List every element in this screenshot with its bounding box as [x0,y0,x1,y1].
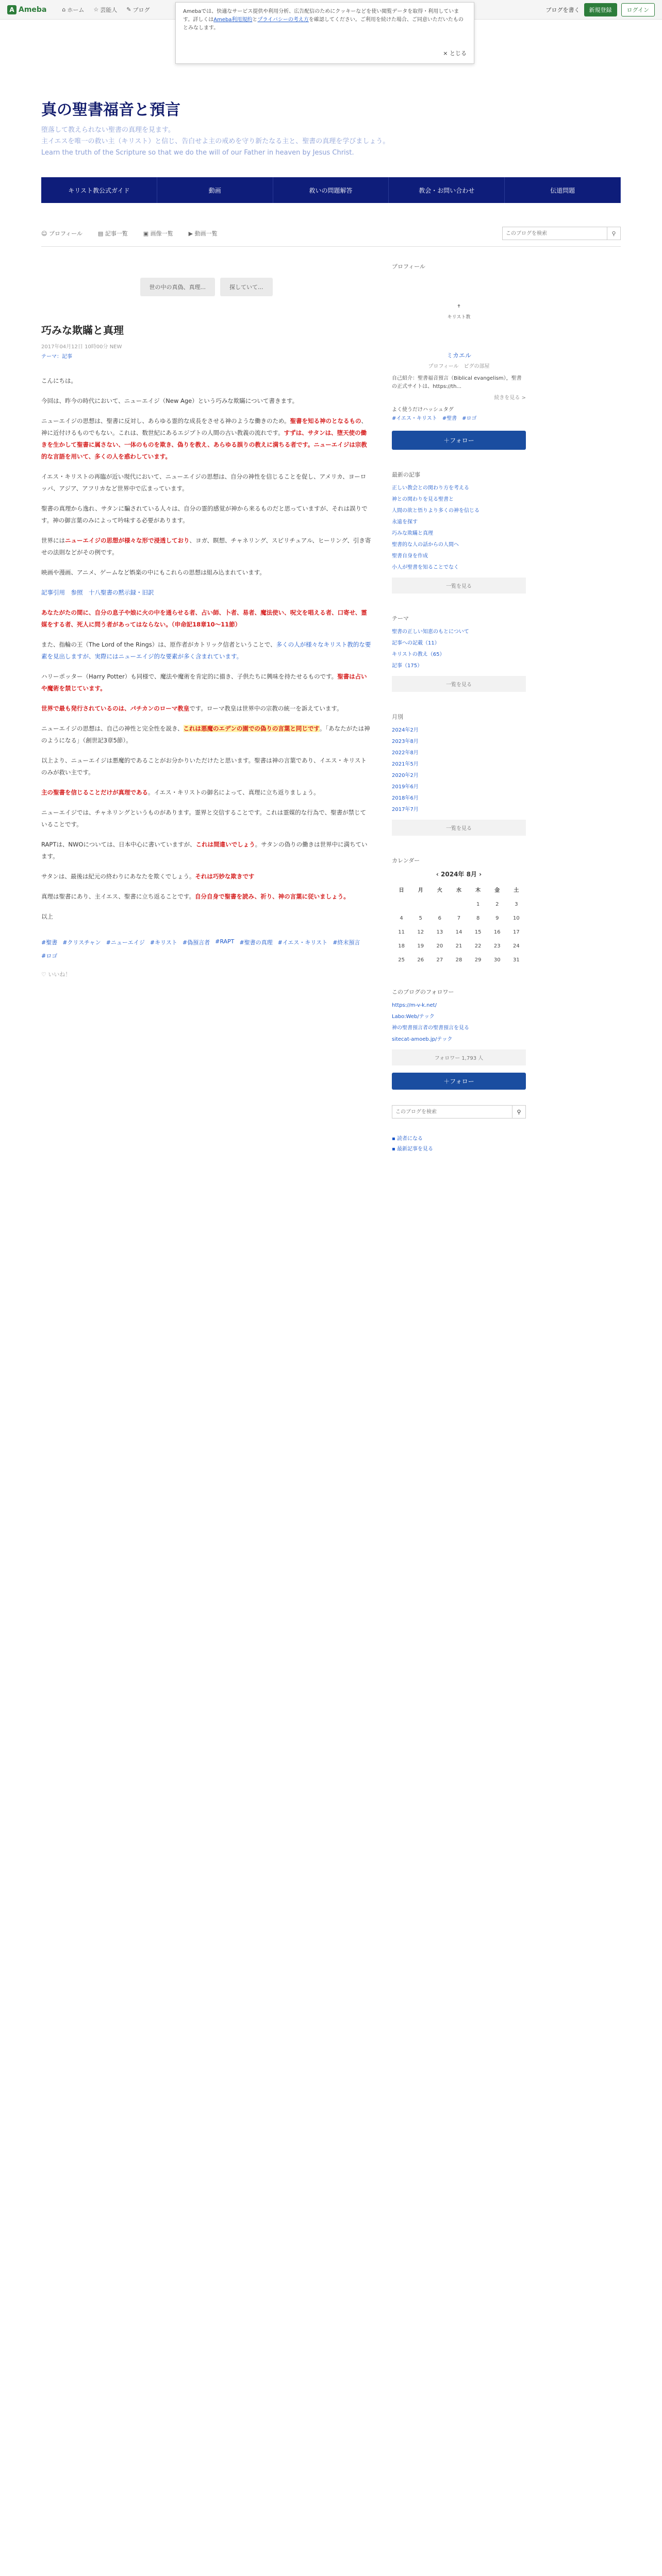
paragraph: イエス・キリストの再臨が近い現代において、ニューエイジの思想は、自分の神性を信じることを促し、アメリカ、ヨーロッパ、アジア、アフリカなど世界中で広まっています。 [41,473,367,493]
rss-links [392,1134,526,1155]
calendar-day: 11 [398,929,405,936]
main-nav-mission[interactable]: 伝道問題 [505,177,621,203]
recent-more-button[interactable]: 一覧を見る [392,578,526,594]
archive-link[interactable]: 2018年6月 [392,795,419,802]
image-icon: ▣ [143,230,151,238]
follower-count[interactable]: フォロワー 1,793 人 [392,1049,526,1065]
article-pager [41,278,371,296]
weekday: 水 [456,888,461,894]
weekday: 金 [494,888,500,894]
calendar-day: 13 [436,929,443,936]
sidebar-search-input[interactable] [392,1105,512,1118]
archive-link[interactable]: 2019年6月 [392,784,419,790]
followers-box [392,988,526,1155]
bookmark-icon: ▪ [392,1136,397,1142]
follower-link[interactable]: sitecat-amoeb.jp/テック [392,1037,453,1043]
calendar-day: 18 [398,943,405,950]
theme-link[interactable]: 記事（175） [392,663,423,669]
calendar-day: 2 [495,902,499,908]
top-nav-celeb[interactable]: ☆ 芸能人 [93,6,118,13]
prev-article-button[interactable]: 世の中の真偽、真理... [140,278,216,296]
archive-link[interactable]: 2020年2月 [392,773,419,779]
recent-article-link[interactable]: 聖書自身を作成 [392,553,428,560]
hashtag[interactable]: #聖書 [41,939,58,946]
login-button[interactable]: ログイン [621,3,655,16]
hashtag[interactable]: #終末預言 [333,939,360,946]
paragraph: 世界で最も発行されているのは、パチカンのローマ教皇です。ローマ教皇は世界中の宗教の統一を訴えています。 [41,705,343,713]
paragraph: 主の聖書を信じることだけが真理である。イエス・キリストの御名によって、真理に立ち返りましょう。 [41,789,320,796]
weekday: 月 [418,888,423,894]
write-blog-link[interactable]: ブログを書く [545,6,580,13]
closing: 以上 [41,913,53,921]
profile-box [392,262,526,450]
blog-search-input[interactable] [502,227,607,240]
paragraph: 真理は聖書にあり、主イエス、聖書に立ち返ることです。自分自身で聖書を読み、祈り、神の言葉に従いましょう。 [41,893,350,901]
calendar-day: 29 [474,957,482,963]
profile-more-link[interactable]: 続きを見る > [494,395,526,401]
heart-icon: ♡ [41,971,48,978]
hashtag[interactable]: #ロゴ [41,953,58,960]
weekday: 土 [514,888,519,894]
calendar-day: 5 [419,916,422,922]
top-nav [62,6,150,14]
archive-link[interactable]: 2017年7月 [392,807,419,813]
main-nav-contact[interactable]: 教会・お問い合わせ [389,177,505,203]
calendar-day: 21 [455,943,462,950]
reader-link[interactable]: ▪ 読者になる [392,1136,423,1142]
blog-description: 堕落して教えられない聖書の真理を見ます。 主イエスを唯一の救い主（キリスト）と信じ、告白せよ主の戒めを守り新たなる主と、聖書の真理を学びましょう。 Learn the truth of the Scripture so that we do the will of our Father in heaven by Jesus Christ. [41,126,390,157]
follower-link[interactable]: 神の聖書預言者の聖書預言を見る [392,1025,469,1031]
cookie-close-button[interactable]: × とじる [443,50,467,57]
signup-button[interactable]: 新規登録 [584,3,617,16]
paragraph: 以上より、ニューエイジは悪魔的であることがお分かりいただけたと思います。聖書は神の言葉であり、イエス・キリストのみが救い主です。 [41,757,367,776]
weekday: 日 [399,888,404,894]
top-nav-blog[interactable]: ✎ ブログ [126,6,150,13]
profile-heading: プロフィール [392,263,425,270]
calendar-day: 24 [513,943,520,950]
paragraph: 映画や漫画、アニメ、ゲームなど娯楽の中にもこれらの思想は組み込まれています。 [41,569,266,577]
calendar-heading: カレンダー [392,857,420,865]
ranking-heading: よく使うだけハッシュタグ [392,407,454,413]
chevron-right-icon[interactable]: › [476,871,482,878]
paragraph: 記事引用 参照 十八聖書の黙示録・旧訳 [41,589,154,597]
calendar-day [411,897,430,911]
greeting: こんにちは。 [41,377,77,385]
top-bar [0,0,662,57]
follow-button[interactable]: ＋フォロー [392,431,526,450]
cookie-notice: Amebaでは、快適なサービス提供や利用分析、広告配信のためにクッキーなどを使い閲覧データを取得・利用しています。詳しくはAmeba利用規約とプライバシーの考え方を確認してください。ご利用を続けた場合、ご同意いただいたものとみなします。 × とじる [175,2,474,64]
hashtag-list [41,938,371,960]
sidebar [392,262,526,1175]
main-nav-salvation[interactable]: 救いの問題解答 [273,177,389,203]
blog-title[interactable]: 真の聖書福音と預言 [41,101,180,119]
calendar-day: 16 [493,929,501,936]
follower-link[interactable]: https://m-v-k.net/ [392,1003,437,1009]
recent-article-link[interactable]: 小人が聖書を知ることでなく [392,565,459,571]
recent-heading: 最新の記事 [392,471,420,479]
calendar-day: 31 [513,957,520,963]
top-nav-home[interactable]: ⌂ ホーム [62,6,85,13]
recent-article-link[interactable]: 永遠を探す [392,519,418,526]
hashtag[interactable]: #RAPT [215,938,235,945]
theme-heading: テーマ [392,615,409,622]
ameba-logo-icon: A [7,5,16,14]
follower-link[interactable]: Labo:Web/テック [392,1014,435,1020]
theme-link[interactable]: キリストの教え（65） [392,652,445,658]
hashtag[interactable]: #ニューエイジ [106,939,145,946]
paragraph: RAPTは、NWOについては、日本中心に書いていますが、これは間違いでしょう。サタンの偽りの働きは世界中に満ちています。 [41,841,368,860]
calendar-day: 1 [476,902,480,908]
recent-articles-box [392,470,526,594]
recent-article-link[interactable]: 聖書的な人の話からの人間へ [392,542,459,548]
calendar-day [392,897,411,911]
calendar-day: 7 [457,916,461,922]
tab-articles[interactable]: ▤ 記事一覧 [97,230,128,238]
weekday: 木 [475,888,481,894]
follow-button-bottom[interactable]: ＋フォロー [392,1073,526,1090]
paragraph: ニューエイジの思想は、聖書に反対し、あらゆる霊的な成長をさせる神のような働きのため。聖書を知る神のとなるもの、神に近付けるものでもない。これは、数世紀にあるエジプトの人間の古い教義の流れです。すずは、サタンは、堕天使の働きを生かして聖書に属さない、一体のものを欺き、偽りを教え、あらゆる誤りの教えに満ちる者です。ニューエイジは宗教的な言語を用いて、多くの人を惑わしています。 [41,417,368,461]
calendar-day: 10 [513,916,520,922]
tab-videos[interactable]: ▶ 動画一覧 [188,230,218,238]
main-nav-video[interactable]: 動画 [157,177,273,203]
calendar-grid [392,882,526,967]
blog-tabs [41,227,621,247]
blog-search [502,227,621,240]
calendar-month: ‹ 2024年 8月 › [436,871,482,878]
calendar-day: 27 [436,957,443,963]
profile-links[interactable]: プロフィール ピグの部屋 [428,364,490,370]
calendar-day [430,897,449,911]
archive-heading: 月別 [392,714,403,721]
profile-name[interactable]: ミカエル [446,352,471,360]
archive-link[interactable]: 2022年8月 [392,750,419,756]
scripture-quote: あなたがたの間に、自分の息子や娘に火の中を通らせる者、占い師、卜者、易者、魔法使い、呪文を唱える者、口寄せ、霊媒をする者、死人に問う者があってはならない。（申命記18章10〜11節） [41,609,367,629]
calendar-day: 22 [474,943,482,950]
rss-icon: ▪ [392,1146,397,1153]
tab-profile[interactable]: ☺ プロフィール [41,230,82,238]
pen-icon: ✎ [126,6,131,13]
sidebar-search [392,1105,526,1118]
calendar-day: 30 [493,957,501,963]
paragraph: ハリーポッター（Harry Potter）も同様で、魔法や魔術を肯定的に描き、子供たちに興味を持たせるものです。聖書は占いや魔術を禁じています。 [41,673,367,692]
latest-link[interactable]: ▪ 最新記事を見る [392,1146,433,1153]
article-theme[interactable]: テーマ：記事 [41,354,72,360]
article-column [41,262,371,1175]
paragraph: 世界にはニューエイジの思想が様々な形で浸透しており、ヨガ、瞑想、チャネリング、スピリチュアル、ヒーリング、引き寄せの法則などがその例です。 [41,537,371,556]
calendar-day: 17 [513,929,520,936]
video-icon: ▶ [188,230,195,238]
main-nav-guide[interactable]: キリスト教公式ガイド [41,177,157,203]
calendar-day: 3 [515,902,518,908]
archive-link[interactable]: 2023年8月 [392,739,419,745]
hashtag[interactable]: #クリスチャン [62,939,101,946]
profile-intro: 自己紹介：聖書福音預言（Biblical evangelism），聖書の正式サイトは、https://th... [392,376,522,390]
ameba-logo[interactable] [7,5,46,14]
privacy-link[interactable]: プライバシーの考え方 [257,17,309,23]
like-button[interactable]: ♡ いいね！ [41,971,71,978]
ameba-brand-text: Ameba [19,5,47,14]
recent-article-link[interactable]: 正しい教会との関わり方を考える [392,485,469,492]
themes-box [392,614,526,692]
paragraph: ニューエイジでは、チャネリングというものがあります。霊界と交信することです。これは霊媒的な行為で、聖書が禁じていることです。 [41,809,367,828]
recent-article-link[interactable]: 神との関わりを見る聖書と [392,497,454,503]
calendar-day: 9 [495,916,499,922]
recent-article-link[interactable]: 人間の欲と悟りより多くの神を信じる [392,508,479,514]
cross-icon: ✝ [457,303,461,309]
chevron-left-icon[interactable]: ‹ [436,871,441,878]
paragraph: 聖書の真理から逸れ、サタンに騙されている人々は、自分の霊的感覚が神から来るものだと思っていますが、それは誤りです。神の御言葉のみによって吟味する必要があります。 [41,505,368,524]
search-icon[interactable]: ⚲ [512,1105,526,1118]
calendar-day: 15 [474,929,482,936]
calendar-day: 14 [455,929,462,936]
article-date: 2017年04月12日 10時00分 NEW [41,344,122,350]
hashtag[interactable]: #キリスト [150,939,177,946]
avatar[interactable]: ✝ キリスト教 [447,303,471,320]
person-icon: ☺ [41,230,49,238]
theme-link[interactable]: 記事への記載（11） [392,640,440,647]
calendar-day: 23 [493,943,501,950]
calendar-day: 25 [398,957,405,963]
weekday: 火 [437,888,442,894]
tab-images[interactable]: ▣ 画像一覧 [143,230,173,238]
calendar-day: 26 [417,957,424,963]
terms-link[interactable]: Ameba利用規約 [213,17,253,23]
calendar-box [392,856,526,967]
calendar-day: 8 [476,916,480,922]
recent-article-link[interactable]: 巧みな欺瞞と真理 [392,531,433,537]
next-article-button[interactable]: 探していて... [220,278,273,296]
theme-link[interactable]: 聖書の正しい知恵のもとについて [392,629,469,635]
home-icon: ⌂ [62,6,66,13]
document-icon: ▤ [97,230,105,238]
ranking-tags[interactable]: #イエス・キリスト #聖書 #ロゴ [392,416,477,422]
hashtag[interactable]: #聖書の真理 [239,939,273,946]
paragraph: また、指輪の王（The Lord of the Rings）は、原作者がカトリック信者ということで、多くの人が様々なキリスト教的な要素を見出しますが、実際にはニューエイジ的な要素が多く含まれています。 [41,641,371,660]
article-body [41,375,371,923]
hashtag[interactable]: #偽預言者 [182,939,210,946]
star-icon: ☆ [93,6,99,13]
calendar-day: 6 [438,916,442,922]
paragraph: ニューエイジの思想は、自己の神性と完全性を説き、これは悪魔のエデンの園での偽りの言葉と同じです。「あなたがたは神のようになる」（創世記3章5節）。 [41,725,370,744]
main-nav [41,177,621,203]
calendar-day [449,897,468,911]
calendar-day: 19 [417,943,424,950]
paragraph: 今回は、昨今の時代において、ニューエイジ（New Age）という巧みな欺瞞について書きます。 [41,397,299,405]
archive-box [392,713,526,836]
calendar-day: 28 [455,957,462,963]
calendar-day: 20 [436,943,443,950]
paragraph: サタンは、最後は紀元の終わりにあなたを欺くでしょう。それは巧妙な欺きです [41,873,255,880]
links-heading: このブログのフォロワー [392,989,454,996]
archive-more-button[interactable]: 一覧を見る [392,820,526,836]
article-title[interactable]: 巧みな欺瞞と真理 [41,324,124,337]
hashtag[interactable]: #イエス・キリスト [277,939,328,946]
search-icon[interactable]: ⚲ [607,227,621,240]
archive-link[interactable]: 2024年2月 [392,727,419,734]
calendar-day: 4 [400,916,403,922]
archive-link[interactable]: 2021年5月 [392,761,419,768]
calendar-day: 12 [417,929,424,936]
theme-more-button[interactable]: 一覧を見る [392,676,526,692]
